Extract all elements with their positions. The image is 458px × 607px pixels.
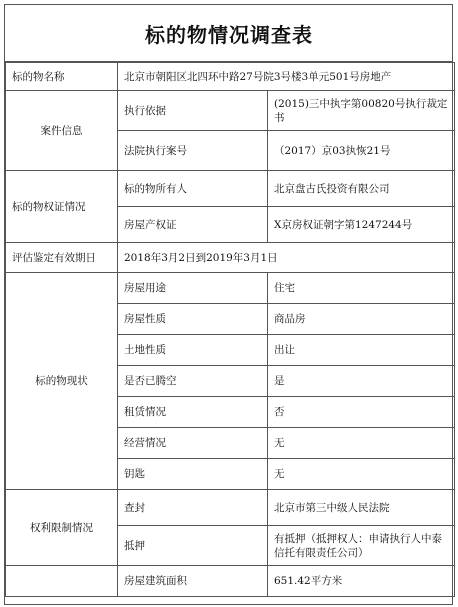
status-item-value: 否 xyxy=(268,397,455,428)
status-item-label: 钥匙 xyxy=(118,459,268,490)
area-value: 651.42平方米 xyxy=(268,566,455,597)
case-basis-value: (2015)三中执字第00820号执行裁定书 xyxy=(268,91,455,131)
status-item-label: 经营情况 xyxy=(118,428,268,459)
area-label: 房屋建筑面积 xyxy=(118,566,268,597)
restriction-label: 权利限制情况 xyxy=(6,490,118,566)
mortgage-value: 有抵押（抵押权人：申请执行人中泰信托有限责任公司） xyxy=(268,526,455,566)
status-item-value: 住宅 xyxy=(268,273,455,304)
ownership-label: 标的物权证情况 xyxy=(6,171,118,243)
validity-value: 2018年3月2日到2019年3月1日 xyxy=(118,243,455,273)
status-item-label: 房屋用途 xyxy=(118,273,268,304)
owner-label: 标的物所有人 xyxy=(118,171,268,207)
property-name-label: 标的物名称 xyxy=(6,63,118,91)
status-item-label: 土地性质 xyxy=(118,335,268,366)
table-row-owner xyxy=(6,171,455,207)
status-item-label: 租赁情况 xyxy=(118,397,268,428)
status-item-value: 无 xyxy=(268,459,455,490)
validity-label: 评估鉴定有效期日 xyxy=(6,243,118,273)
case-basis-label: 执行依据 xyxy=(118,91,268,131)
seal-value: 北京市第三中级人民法院 xyxy=(268,490,455,526)
area-section-cell xyxy=(6,566,118,597)
table-row-seal xyxy=(6,490,455,526)
table-row-status xyxy=(6,273,455,304)
case-number-value: （2017）京03执恢21号 xyxy=(268,131,455,171)
status-item-value: 商品房 xyxy=(268,304,455,335)
seal-label: 查封 xyxy=(118,490,268,526)
table-row-property-name xyxy=(6,63,455,91)
status-item-label: 是否已腾空 xyxy=(118,366,268,397)
certificate-label: 房屋产权证 xyxy=(118,207,268,243)
survey-table xyxy=(5,62,455,597)
owner-value: 北京盘古氏投资有限公司 xyxy=(268,171,455,207)
document-title: 标的物情况调查表 xyxy=(145,22,313,47)
case-number-label: 法院执行案号 xyxy=(118,131,268,171)
status-item-label: 房屋性质 xyxy=(118,304,268,335)
table-row-case-basis xyxy=(6,91,455,131)
status-label: 标的物现状 xyxy=(6,273,118,490)
status-item-value: 是 xyxy=(268,366,455,397)
status-item-value: 出让 xyxy=(268,335,455,366)
table-row-area xyxy=(6,566,455,597)
case-info-label: 案件信息 xyxy=(6,91,118,171)
mortgage-label: 抵押 xyxy=(118,526,268,566)
table-row-validity xyxy=(6,243,455,273)
status-item-value: 无 xyxy=(268,428,455,459)
property-name-value: 北京市朝阳区北四环中路27号院3号楼3单元501号房地产 xyxy=(118,63,455,91)
certificate-value: X京房权证朝字第1247244号 xyxy=(268,207,455,243)
